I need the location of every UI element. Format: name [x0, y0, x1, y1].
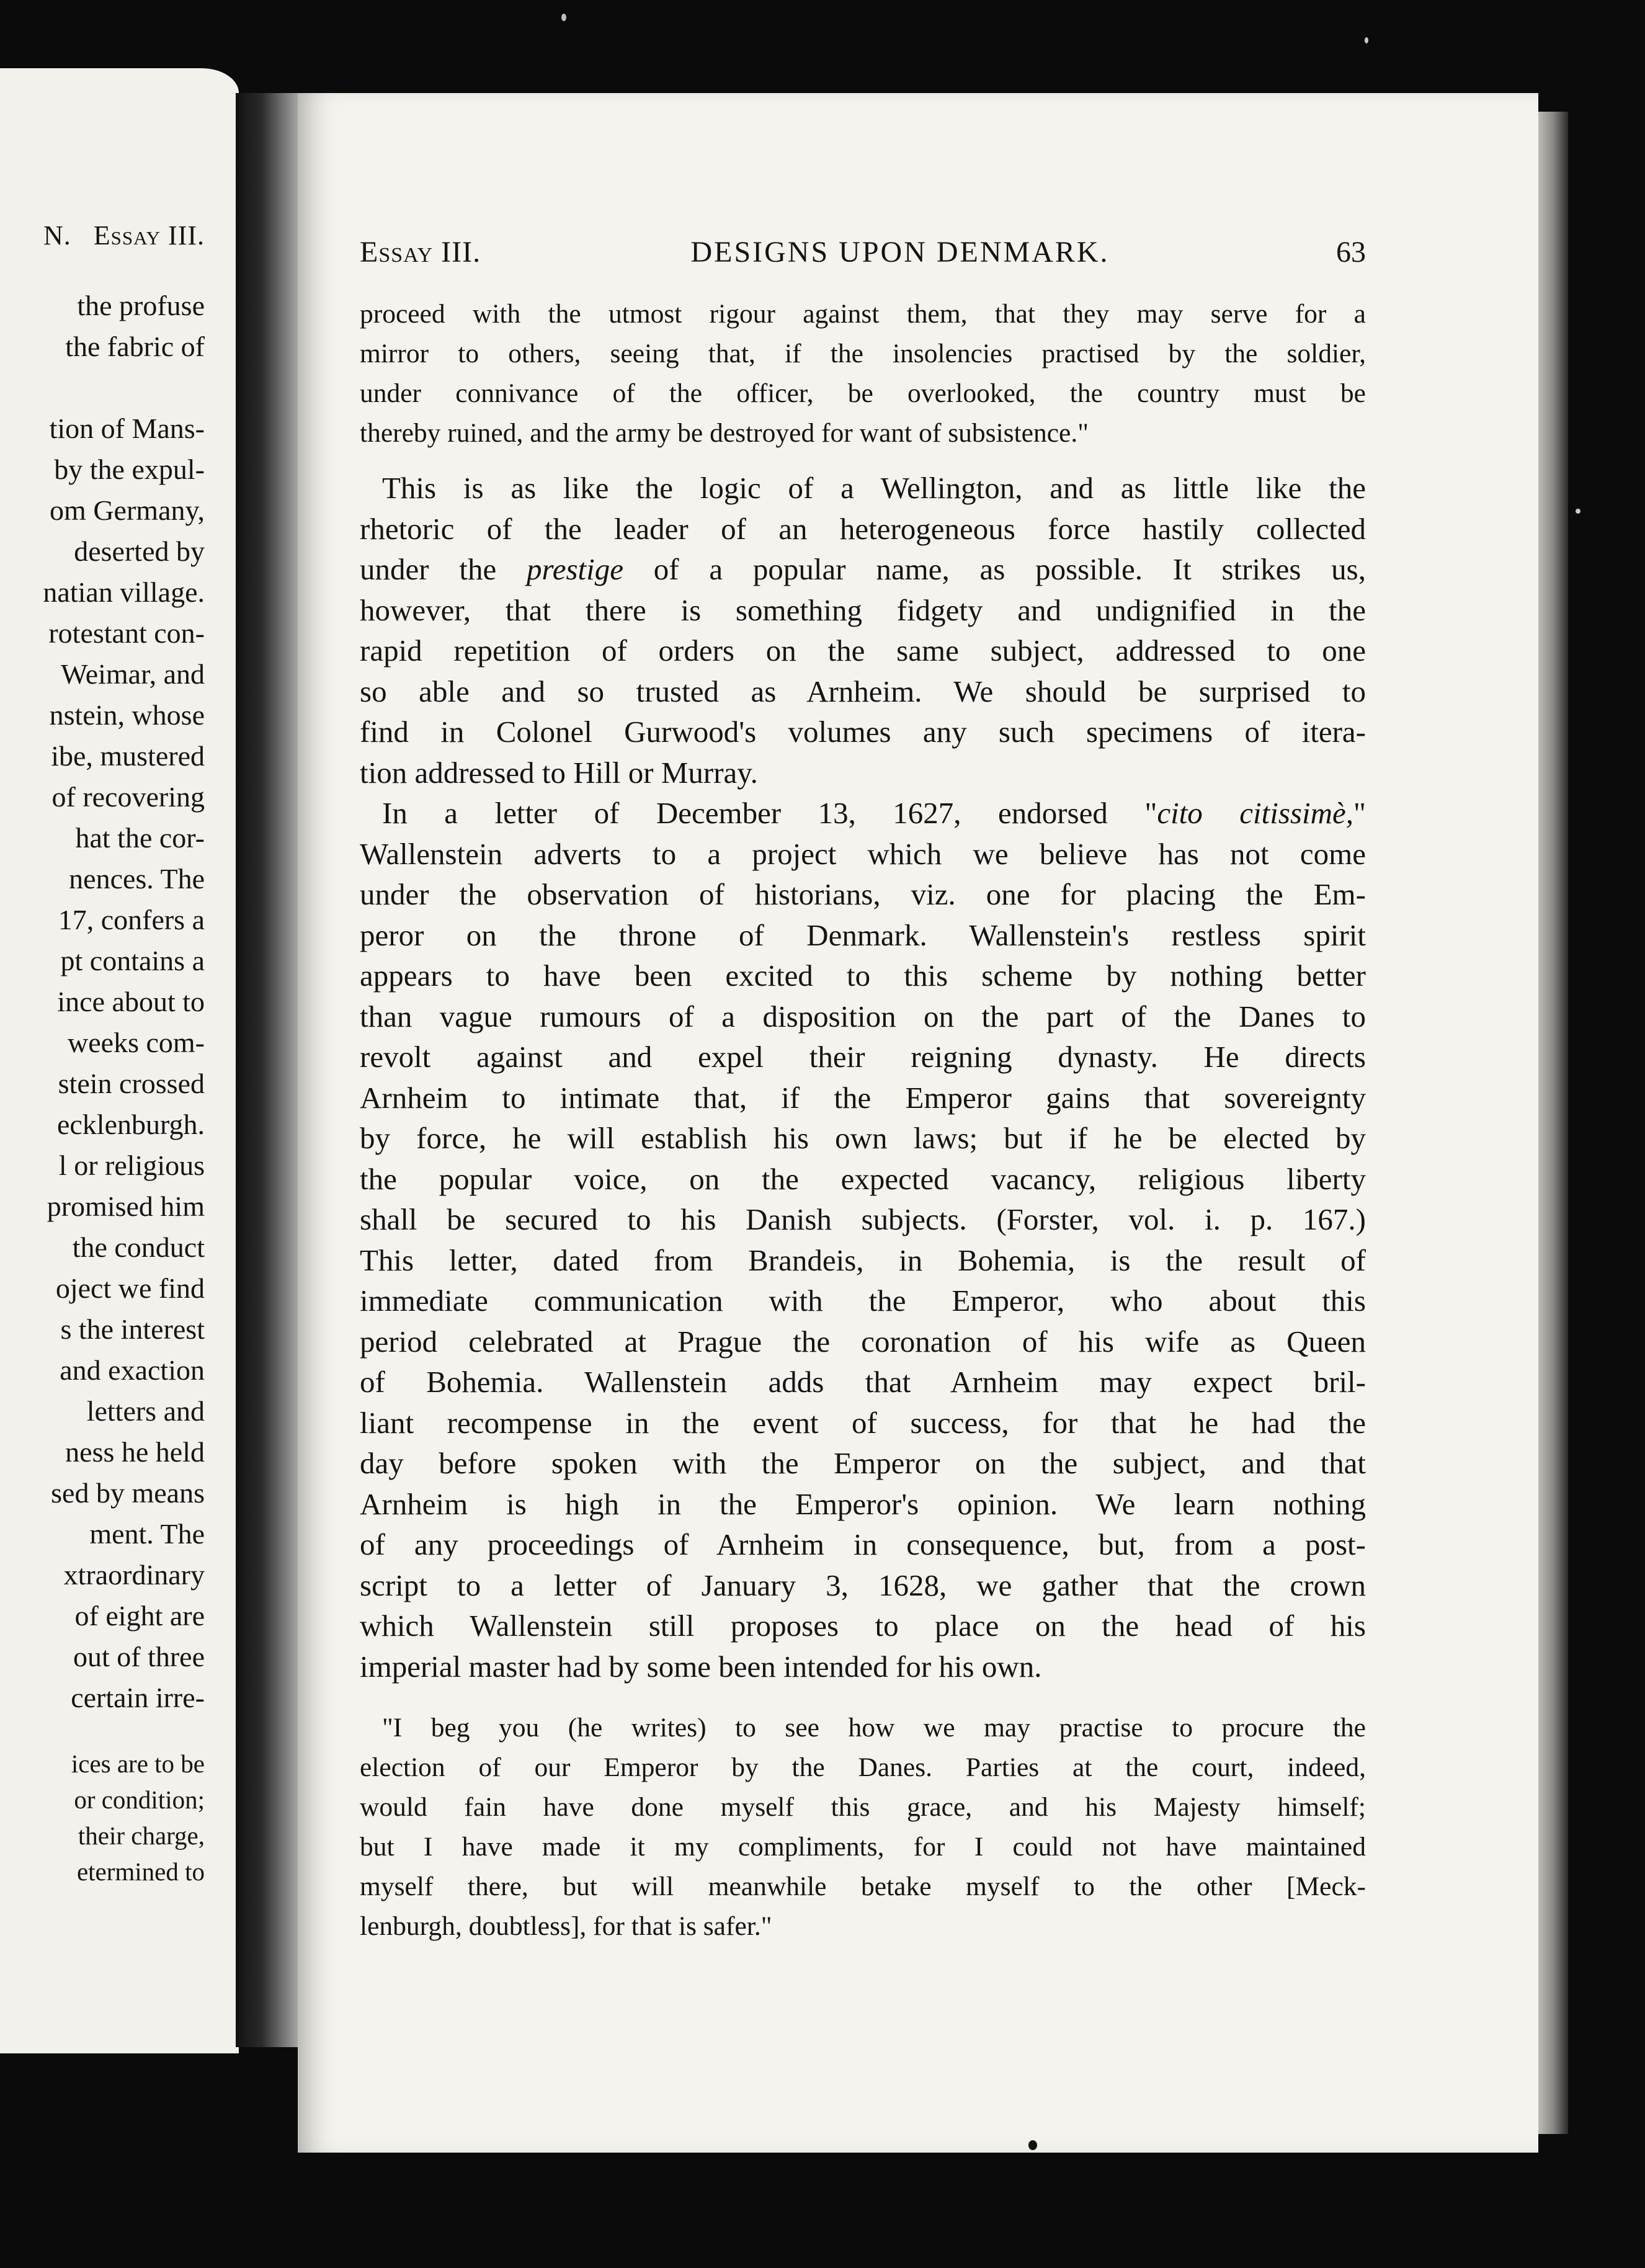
previous-page-line: natian village. — [43, 576, 205, 608]
text-line: In a letter of December 13, 1627, endorsed "cito citissimè," — [382, 796, 1366, 830]
text-line: period celebrated at Prague the coronation of his wife as Queen — [360, 1324, 1366, 1359]
text-line: revolt against and expel their reigning dynasty. He directs — [360, 1040, 1366, 1074]
previous-page-essay-label: Essay III. — [93, 220, 205, 251]
previous-page-text — [0, 217, 205, 1890]
previous-page-line: the conduct — [72, 1231, 205, 1263]
previous-page-line: ibe, mustered — [51, 740, 205, 772]
previous-page-lines — [0, 285, 205, 1718]
dust-speck — [1365, 37, 1368, 43]
paragraph-wellington — [360, 468, 1366, 793]
previous-page-line: hat the cor- — [75, 822, 205, 854]
previous-page-line: l or religious — [58, 1150, 205, 1181]
previous-page-line: stein crossed — [58, 1068, 205, 1099]
previous-page-line: tion of Mans- — [49, 413, 205, 444]
previous-page-line: certain irre- — [71, 1682, 205, 1713]
previous-page-line: ecklenburgh. — [56, 1109, 205, 1140]
previous-page-line: out of three — [73, 1641, 205, 1672]
previous-page-footnote-line: ices are to be — [71, 1749, 205, 1778]
previous-page-footnote-line: etermined to — [76, 1857, 205, 1886]
text-line: under the prestige of a popular name, as possible. It strikes us, — [360, 552, 1366, 586]
previous-page-line: ment. The — [89, 1518, 205, 1550]
previous-page-line: Weimar, and — [60, 658, 205, 690]
text-line: mirror to others, seeing that, if the insolencies practised by the soldier, — [360, 339, 1366, 368]
quote-continuation — [360, 294, 1366, 453]
previous-page-line: nences. The — [69, 863, 205, 895]
previous-page-line: the fabric of — [65, 331, 205, 362]
previous-page-line: om Germany, — [50, 494, 205, 526]
text-line: peror on the throne of Denmark. Wallenstein's restless spirit — [360, 917, 1366, 952]
previous-page-line — [0, 367, 205, 408]
previous-page-footnote-line: or condition; — [74, 1785, 205, 1814]
running-head-essay: Essay III. — [360, 236, 481, 269]
previous-page-line: rotestant con- — [48, 617, 205, 649]
text-line: so able and so trusted as Arnheim. We should be surprised to — [360, 674, 1366, 708]
text-line: "I beg you (he writes) to see how we may practise to procure the — [382, 1713, 1366, 1743]
text-line: than vague rumours of a disposition on the part of the Danes to — [360, 999, 1366, 1034]
previous-page-line: 17, confers a — [58, 904, 205, 935]
current-page — [298, 93, 1538, 2153]
text-line: rapid repetition of orders on the same subject, addressed to one — [360, 633, 1366, 667]
text-line: Arnheim to intimate that, if the Emperor gains that sovereignty — [360, 1080, 1366, 1115]
previous-page-line: the profuse — [77, 290, 205, 321]
paragraph-denmark-project — [360, 793, 1366, 1687]
dust-speck — [1576, 509, 1580, 514]
previous-page — [0, 68, 239, 2053]
previous-page-line: pt contains a — [60, 945, 205, 976]
previous-page-line: weeks com- — [68, 1027, 205, 1058]
previous-page-line: nstein, whose — [49, 699, 205, 731]
text-line: the popular voice, on the expected vacancy, religious liberty — [360, 1161, 1366, 1196]
previous-page-footnote-line: their charge, — [78, 1821, 205, 1850]
text-line: This letter, dated from Brandeis, in Bohemia, is the result of — [360, 1243, 1366, 1277]
text-line: by force, he will establish his own laws; but if he be elected by — [360, 1121, 1366, 1155]
text-line: of Bohemia. Wallenstein adds that Arnheim may expect bril- — [360, 1365, 1366, 1399]
text-line: Arnheim is high in the Emperor's opinion. We learn nothing — [360, 1486, 1366, 1521]
text-line: thereby ruined, and the army be destroyed for want of subsistence." — [360, 418, 1089, 448]
previous-page-line: letters and — [86, 1395, 205, 1427]
text-line: rhetoric of the leader of an heterogeneous force hastily collected — [360, 511, 1366, 546]
quote-wallenstein-letter — [360, 1708, 1366, 1946]
text-line: day before spoken with the Emperor on the subject, and that — [360, 1446, 1366, 1480]
text-line: shall be secured to his Danish subjects. (Forster, vol. i. p. 167.) — [360, 1202, 1366, 1236]
previous-page-line: xtraordinary — [63, 1559, 205, 1591]
previous-page-line: s the interest — [60, 1313, 205, 1345]
text-line: immediate communication with the Emperor, who about this — [360, 1284, 1366, 1318]
previous-page-footnote-lines — [0, 1746, 205, 1890]
text-line: which Wallenstein still proposes to place on the head of his — [360, 1609, 1366, 1643]
text-line: myself there, but will meanwhile betake myself to the other [Meck- — [360, 1872, 1366, 1901]
previous-page-line: promised him — [47, 1190, 205, 1222]
previous-page-head-fragment: N. — [43, 220, 71, 251]
previous-page-line: sed by means — [51, 1477, 205, 1509]
text-line: liant recompense in the event of success, for that he had the — [360, 1405, 1366, 1440]
previous-page-running-head — [0, 217, 205, 254]
previous-page-line: ince about to — [57, 986, 205, 1017]
text-line: lenburgh, doubtless], for that is safer." — [360, 1911, 772, 1941]
previous-page-line: and exaction — [60, 1354, 205, 1386]
running-head — [360, 231, 1366, 274]
text-line: tion addressed to Hill or Murray. — [360, 755, 758, 790]
text-line: under the observation of historians, viz. one for placing the Em- — [360, 877, 1366, 911]
page-stack-edge — [1538, 112, 1568, 2134]
page-text-block — [360, 231, 1366, 1946]
text-line: imperial master had by some been intended for his own. — [360, 1649, 1042, 1684]
previous-page-line: of eight are — [74, 1600, 205, 1632]
text-line: find in Colonel Gurwood's volumes any such specimens of itera- — [360, 715, 1366, 749]
page-number: 63 — [1336, 236, 1366, 269]
text-line: proceed with the utmost rigour against them, that they may serve for a — [360, 299, 1366, 329]
text-line: script to a letter of January 3, 1628, we gather that the crown — [360, 1568, 1366, 1602]
text-line: but I have made it my compliments, for I could not have maintained — [360, 1832, 1366, 1862]
text-line: would fain have done myself this grace, and his Majesty himself; — [360, 1792, 1366, 1822]
text-line: appears to have been excited to this scheme by nothing better — [360, 958, 1366, 993]
text-line: This is as like the logic of a Wellington, and as little like the — [382, 471, 1366, 505]
previous-page-line: oject we find — [55, 1272, 205, 1304]
previous-page-line: ness he held — [65, 1436, 205, 1468]
text-line: under connivance of the officer, be overlooked, the country must be — [360, 378, 1366, 408]
text-line: however, that there is something fidgety and undignified in the — [360, 592, 1366, 627]
previous-page-line: deserted by — [74, 535, 205, 567]
text-line: election of our Emperor by the Danes. Parties at the court, indeed, — [360, 1752, 1366, 1782]
ink-dot — [1028, 2140, 1037, 2150]
dust-speck — [561, 14, 566, 21]
running-head-title: DESIGNS UPON DENMARK. — [690, 236, 1110, 269]
text-line: of any proceedings of Arnheim in consequence, but, from a post- — [360, 1527, 1366, 1561]
previous-page-line: of recovering — [51, 781, 205, 813]
text-line: Wallenstein adverts to a project which we believe has not come — [360, 836, 1366, 871]
previous-page-line: by the expul- — [54, 453, 205, 485]
